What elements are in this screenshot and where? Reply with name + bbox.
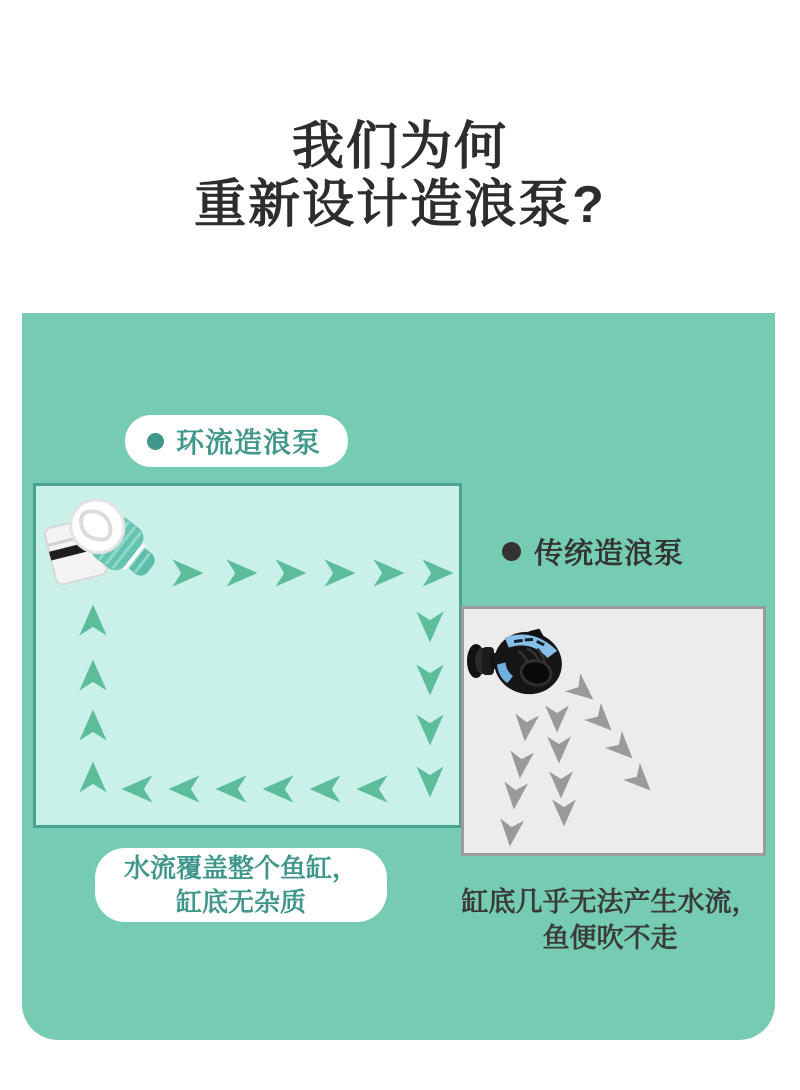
page-title-line1: 我们为何	[291, 118, 508, 176]
circulation-caption-pill	[95, 848, 387, 922]
traditional-caption-line1: 缸底几乎无法产生水流，	[461, 887, 759, 917]
traditional-pump-label-row	[502, 531, 684, 572]
traditional-caption-line2: 鱼便吹不走	[542, 923, 678, 953]
circulation-pump-label: 环流造浪泵	[176, 427, 322, 458]
circulation-pump-icon	[42, 490, 182, 602]
page-title	[0, 118, 800, 234]
traditional-tank-diagram	[461, 606, 766, 856]
traditional-caption	[442, 884, 778, 956]
traditional-pump-label: 传统造浪泵	[534, 538, 685, 570]
circulation-pump-label-pill	[125, 415, 348, 467]
circulation-tank-diagram	[33, 483, 462, 828]
circulation-caption-line1: 水流覆盖整个鱼缸，	[123, 853, 358, 883]
traditional-pump-icon	[466, 621, 570, 705]
bullet-dot-icon	[502, 542, 521, 561]
bullet-dot-icon	[147, 433, 164, 450]
page-title-line2: 重新设计造浪泵?	[194, 176, 606, 234]
comparison-panel	[22, 313, 775, 1040]
circulation-caption-line2: 缸底无杂质	[175, 887, 306, 917]
